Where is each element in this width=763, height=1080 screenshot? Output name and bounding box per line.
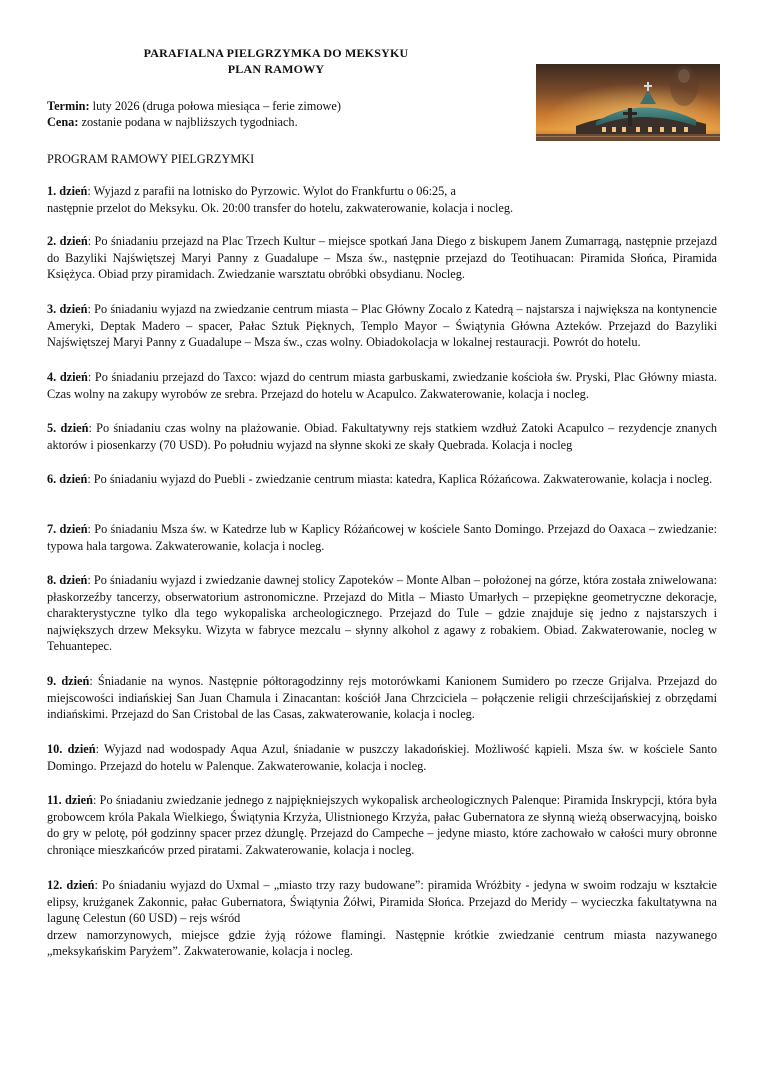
- day-12: [47, 877, 717, 960]
- day-label: 8. dzień: [47, 573, 88, 587]
- day-label: 7. dzień: [47, 522, 88, 536]
- day-text-continued: następnie przelot do Meksyku. Ok. 20:00 transfer do hotelu, zakwaterowanie, kolacja i nocleg.: [47, 200, 514, 215]
- day-label: 11. dzień: [47, 793, 93, 807]
- cena-label: Cena:: [47, 115, 79, 129]
- termin-line: [47, 98, 517, 114]
- day-label: 2. dzień: [47, 234, 88, 248]
- day-text: : Po śniadaniu wyjazd na zwiedzanie centrum miasta – Plac Główny Zocalo z Katedrą – najstarsza i największa na kontynencie Ameryki, Deptak Madero – spacer, Pałac Sztuk Pięknych, Templo Mayor – Świątynia Główna Azteków. Przejazd do Bazyliki Najświętszej Maryi Panny z Guadalupe – Msza św., czas wolny. Obiadokolacja w lokalnej restauracji. Powrót do hotelu.: [47, 302, 717, 350]
- day-text: : Po śniadaniu przejazd do Taxco: wjazd do centrum miasta garbuskami, zwiedzanie kościoła św. Pryski, Plac Główny miasta. Czas wolny na zakupy wyrobów ze srebra. Przejazd do hotelu w Acapulco. Zakwaterowanie, kolacja i nocleg.: [47, 370, 718, 401]
- day-label: 4. dzień: [47, 370, 88, 384]
- document-subtitle: PLAN RAMOWY: [227, 62, 325, 76]
- day-label: 5. dzień: [47, 421, 89, 435]
- day-text: : Po śniadaniu wyjazd i zwiedzanie dawnej stolicy Zapoteków – Monte Alban – położonej na górze, która została zniwelowana: płaskorzeźby tancerzy, obserwatorium astronomiczne. Przejazd do Mitla – Miasto Umarłych – przepiękne geometryczne dekoracje, charakterystyczne tylko dla tego wykopaliska archeologicznego. Przejazd do Tule – gdzie znajduje się jedno z najstarszych i największych drzew Meksyku. Wizyta w fabryce mezcalu – słynny alkohol z agawy z robakiem. Obiad. Zakwaterowanie, nocleg w Tehuantepec.: [47, 573, 717, 654]
- day-9: [47, 673, 717, 723]
- day-text: : Wyjazd z parafii na lotnisko do Pyrzowic. Wylot do Frankfurtu o 06:25, a: [87, 184, 456, 198]
- document-title: PARAFIALNA PIELGRZYMKA DO MEKSYKU: [143, 46, 409, 60]
- day-5: [47, 420, 717, 453]
- day-text: : Po śniadaniu przejazd na Plac Trzech Kultur – miejsce spotkań Jana Diego z biskupem Janem Zumarragą, następnie przejazd do Bazyliki Najświętszej Maryi Panny z Guadalupe – Msza św., następnie przejazd do Teotihuacan: Piramida Słońca, Piramida Księżyca. Obiad przy piramidach. Zwiedzanie warsztatu obróbki obsydianu. Nocleg.: [47, 234, 717, 282]
- day-text: : Po śniadaniu Msza św. w Katedrze lub w Kaplicy Różańcowej w kościele Santo Domingo. Przejazd do Oaxaca – zwiedzanie: typowa hala targowa. Zakwaterowanie, kolacja i nocleg.: [47, 522, 717, 553]
- basilica-of-guadalupe-photo: [536, 64, 720, 141]
- cena-value: zostanie podana w najbliższych tygodniach.: [78, 115, 298, 129]
- day-1: [47, 183, 717, 216]
- day-7: [47, 521, 717, 554]
- termin-value: luty 2026 (druga połowa miesiąca – ferie zimowe): [89, 99, 341, 113]
- cena-line: [47, 114, 517, 130]
- day-10: [47, 741, 717, 774]
- day-11: [47, 792, 717, 858]
- day-text: : Śniadanie na wynos. Następnie półtoragodzinny rejs motorówkami Kanionem Sumidero po rzecze Grijalva. Przejazd do miejscowości indiańskiej San Juan Chamula i Zinacantan: kościół Jana Chrzciciela – połączenie religii chrześcijańskiej z obrzędami indiańskimi. Przejazd do San Cristobal de las Casas, zakwaterowanie, kolacja i nocleg.: [47, 674, 717, 722]
- day-text-continued: drzew namorzynowych, miejsce gdzie żyją różowe flamingi. Następnie krótkie zwiedzanie centrum miasta nazywanego „meksykańskim Paryżem”. Zakwaterowanie, kolacja i nocleg.: [47, 927, 717, 959]
- day-2: [47, 233, 717, 283]
- termin-label: Termin:: [47, 99, 90, 113]
- day-6: [47, 471, 717, 488]
- day-label: 10. dzień: [47, 742, 96, 756]
- day-label: 6. dzień: [47, 472, 88, 486]
- day-label: 9. dzień: [47, 674, 90, 688]
- day-8: [47, 572, 717, 655]
- day-text: : Po śniadaniu czas wolny na plażowanie. Obiad. Fakultatywny rejs statkiem wzdłuż Zatoki Acapulco – rezydencje znanych aktorów i piosenkarzy (70 USD). Po południu wyjazd na słynne skoki ze skały Quebrada. Kolacja i nocleg: [47, 421, 718, 452]
- day-text: : Po śniadaniu zwiedzanie jednego z najpiękniejszych wykopalisk archeologicznych Palenque: Piramida Inskrypcji, która była grobowcem króla Pakala Wielkiego, Świątynia Krzyża, Ulistnionego Krzyża, pałac Gubernatora ze słynną wieżą obserwacyjną, boisko do gry w pelotę, pół godzinny spacer przez dżunglę. Przejazd do Campeche – jedyne miasto, które zachowało w całości mury obronne chroniące mieszkańców przed piratami. Zakwaterowanie, kolacja i nocleg.: [47, 793, 717, 857]
- day-text: : Po śniadaniu wyjazd do Uxmal – „miasto trzy razy budowane”: piramida Wróżbity - jedyna w swoim rodzaju w kształcie elipsy, krużganek Zakonnic, pałac Gubernatora, Świątynia Żółwi, Piramida Słońca. Przejazd do Meridy – wycieczka fakultatywna na lagunę Celestun (60 USD) – rejs wśród: [47, 878, 717, 926]
- trip-meta: [47, 98, 517, 130]
- day-label: 3. dzień: [47, 302, 88, 316]
- day-text: : Wyjazd nad wodospady Aqua Azul, śniadanie w puszczy lakadońskiej. Możliwość kąpieli. Msza św. w kościele Santo Domingo. Przejazd do hotelu w Palenque. Zakwaterowanie, kolacja i nocleg.: [47, 742, 717, 773]
- day-3: [47, 301, 717, 351]
- day-label: 12. dzień: [47, 878, 95, 892]
- day-4: [47, 369, 717, 402]
- day-text: : Po śniadaniu wyjazd do Puebli - zwiedzanie centrum miasta: katedra, Kaplica Różańcowa. Zakwaterowanie, kolacja i nocleg.: [87, 472, 713, 486]
- day-label: 1. dzień: [47, 184, 88, 198]
- program-heading: PROGRAM RAMOWY PIELGRZYMKI: [47, 152, 255, 166]
